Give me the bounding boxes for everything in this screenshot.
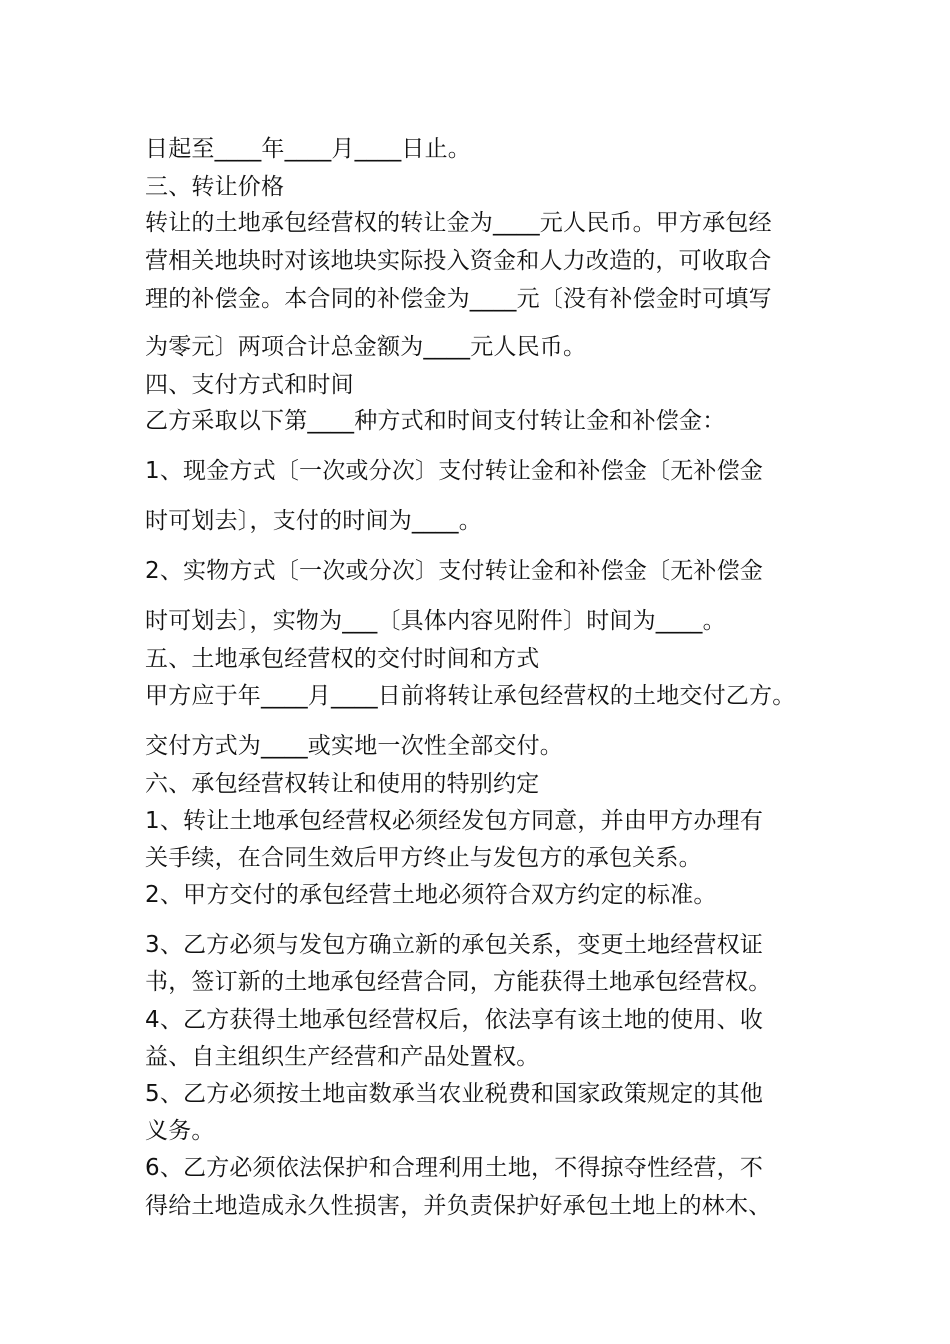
section-heading: 四、支付方式和时间	[145, 372, 354, 398]
text-line: 乙方采取以下第____种方式和时间支付转让金和补偿金：	[145, 408, 726, 434]
section-heading: 六、承包经营权转让和使用的特别约定	[145, 771, 540, 797]
text-line: 6、乙方必须依法保护和合理利用土地，不得掠夺性经营，不	[145, 1155, 764, 1181]
text-line: 得给土地造成永久性损害，并负责保护好承包土地上的林木、	[145, 1193, 772, 1219]
text-line: 时可划去〕，支付的时间为____。	[145, 508, 482, 534]
text-line: 交付方式为____或实地一次性全部交付。	[145, 733, 563, 759]
text-line: 时可划去〕，实物为___〔具体内容见附件〕时间为____。	[145, 608, 726, 634]
text-line: 营相关地块时对该地块实际投入资金和人力改造的，可收取合	[145, 248, 772, 274]
section-heading: 三、转让价格	[145, 174, 285, 200]
text-line: 1、转让土地承包经营权必须经发包方同意，并由甲方办理有	[145, 808, 764, 834]
text-line: 益、自主组织生产经营和产品处置权。	[145, 1044, 540, 1070]
text-line: 转让的土地承包经营权的转让金为____元人民币。甲方承包经	[145, 210, 772, 236]
text-line: 1、现金方式〔一次或分次〕支付转让金和补偿金〔无补偿金	[145, 458, 764, 484]
text-line: 日起至____年____月____日止。	[145, 136, 471, 162]
text-line: 甲方应于年____月____日前将转让承包经营权的土地交付乙方。	[145, 683, 796, 709]
section-heading: 五、土地承包经营权的交付时间和方式	[145, 646, 540, 672]
text-line: 4、乙方获得土地承包经营权后，依法享有该土地的使用、收	[145, 1007, 764, 1033]
text-line: 义务。	[145, 1118, 215, 1144]
text-line: 2、实物方式〔一次或分次〕支付转让金和补偿金〔无补偿金	[145, 558, 764, 584]
text-line: 2、甲方交付的承包经营土地必须符合双方约定的标准。	[145, 882, 717, 908]
text-line: 书，签订新的土地承包经营合同，方能获得土地承包经营权。	[145, 969, 772, 995]
text-line: 关手续，在合同生效后甲方终止与发包方的承包关系。	[145, 845, 702, 871]
text-line: 为零元〕两项合计总金额为____元人民币。	[145, 334, 587, 360]
text-line: 3、乙方必须与发包方确立新的承包关系，变更土地经营权证	[145, 932, 764, 958]
text-line: 理的补偿金。本合同的补偿金为____元〔没有补偿金时可填写	[145, 286, 772, 312]
text-line: 5、乙方必须按土地亩数承当农业税费和国家政策规定的其他	[145, 1081, 764, 1107]
